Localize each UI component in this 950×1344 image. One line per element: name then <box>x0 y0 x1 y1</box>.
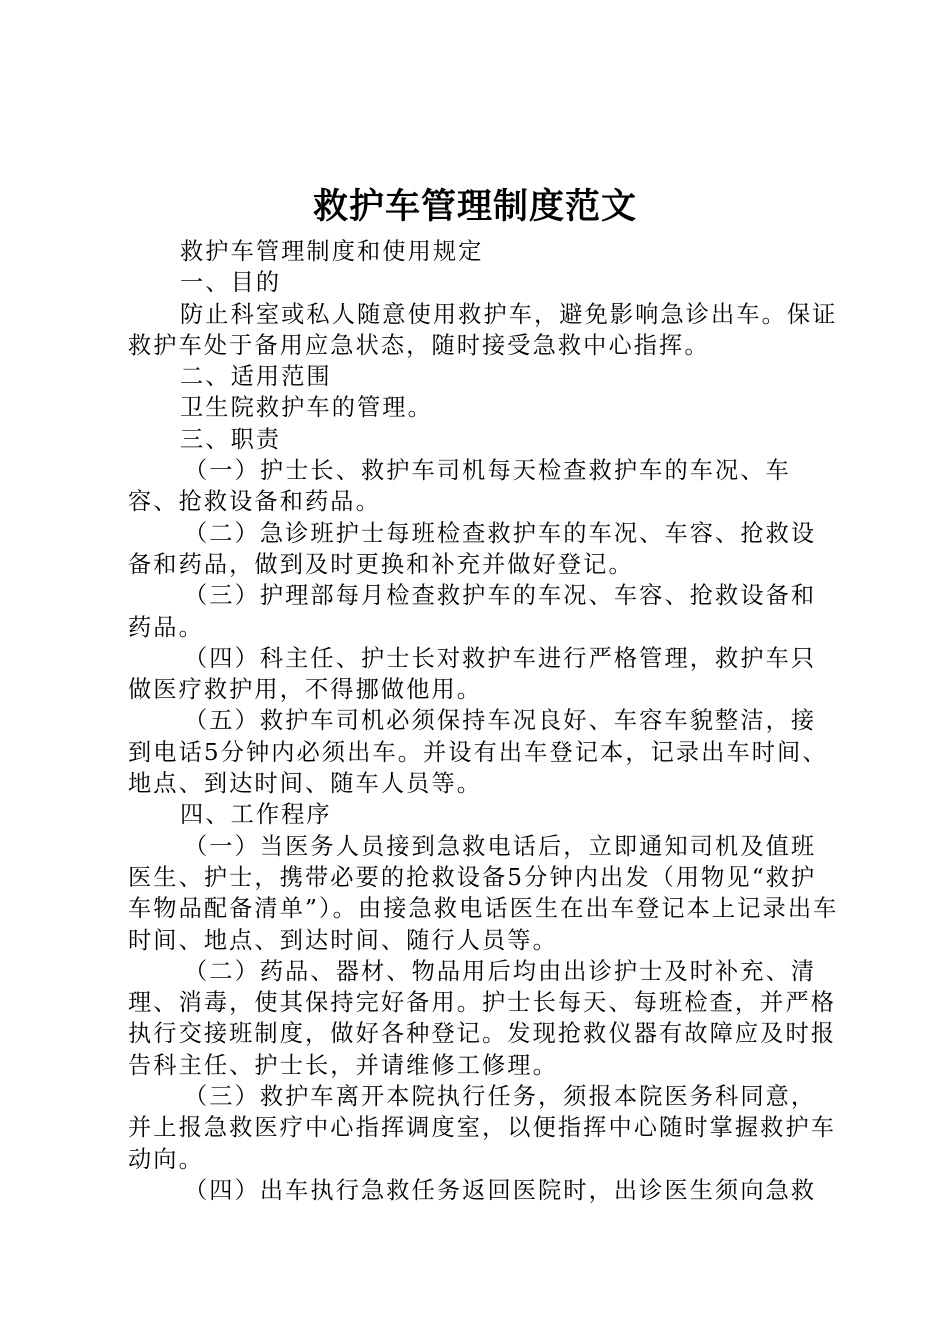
paragraph-purpose: 防止科室或私人随意使用救护车，避免影响急诊出车。保证救护车处于备用应急状态，随时接受急救中心指挥。 <box>128 300 838 359</box>
document-title: 救护车管理制度范文 <box>312 186 637 227</box>
paragraph-subtitle: 救护车管理制度和使用规定 <box>180 238 484 265</box>
paragraph-scope: 卫生院救护车的管理。 <box>180 394 433 422</box>
paragraph-duty-1: （一）护士长、救护车司机每天检查救护车的车况、车容、抢救设备和药品。 <box>128 457 791 516</box>
section-heading-scope: 二、适用范围 <box>180 363 332 391</box>
document-body <box>128 236 840 1206</box>
paragraph-duty-2: （二）急诊班护士每班检查救护车的车况、车容、抢救设备和药品，做到及时更换和补充并做好登记。 <box>128 519 817 578</box>
paragraph-procedure-4: （四）出车执行急救任务返回医院时，出诊医生须向急救 <box>184 1176 817 1204</box>
section-heading-duties: 三、职责 <box>180 425 282 453</box>
paragraph-duty-5: （五）救护车司机必须保持车况良好、车容车貌整洁，接到电话5分钟内必须出车。并设有出车登记本，记录出车时间、地点、到达时间、随车人员等。 <box>128 707 828 798</box>
section-heading-procedure: 四、工作程序 <box>180 801 332 829</box>
paragraph-procedure-2: （二）药品、器材、物品用后均由出诊护士及时补充、清理、消毒，使其保持完好备用。护士长每天、每班检查，并严格执行交接班制度，做好各种登记。发现抢救仪器有故障应及时报告科主任、护士长，并请维修工修理。 <box>128 957 837 1079</box>
paragraph-procedure-3: （三）救护车离开本院执行任务，须报本院医务科同意，并上报急救医疗中心指挥调度室，以便指挥中心随时掌握救护车动向。 <box>128 1083 837 1173</box>
paragraph-procedure-1: （一）当医务人员接到急救电话后，立即通知司机及值班医生、护士，携带必要的抢救设备5分钟内出发（用物见“救护车物品配备清单”）。由接急救电话医生在出车登记本上记录出车时间、地点、到达时间、随行人员等。 <box>128 832 839 954</box>
paragraph-duty-3: （三）护理部每月检查救护车的车况、车容、抢救设备和药品。 <box>128 582 817 641</box>
paragraph-duty-4: （四）科主任、护士长对救护车进行严格管理，救护车只做医疗救护用，不得挪做他用。 <box>128 644 817 704</box>
section-heading-purpose: 一、目的 <box>180 269 282 297</box>
